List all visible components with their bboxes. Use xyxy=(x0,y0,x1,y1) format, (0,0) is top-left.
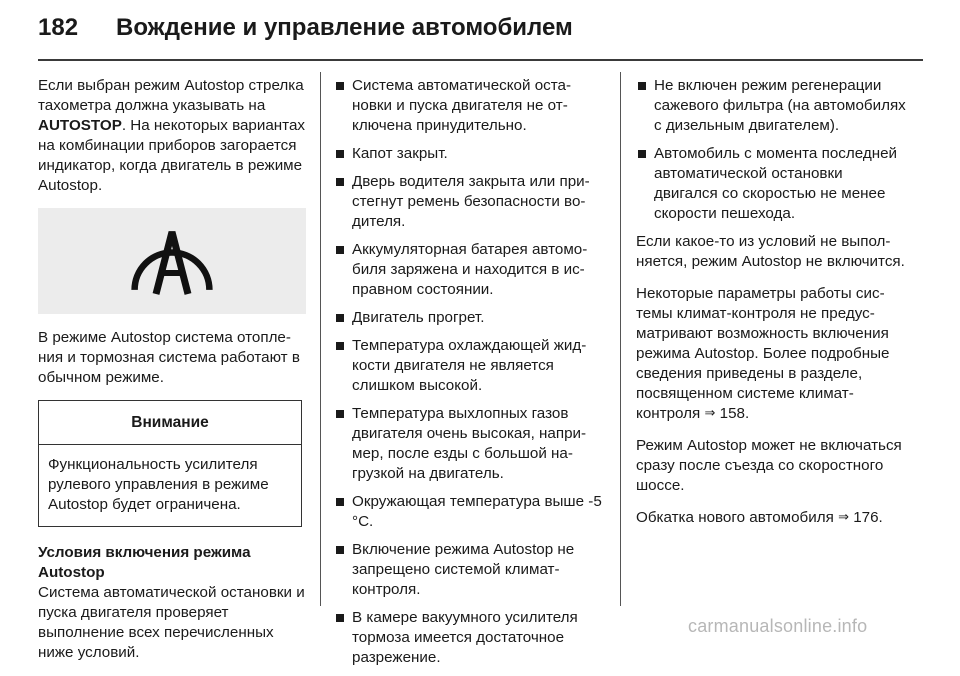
conditions-paragraph: Система автоматической остановки и пуска двигателя проверяет выполнение всех перечисленных ниже условий. xyxy=(38,584,305,661)
highway-paragraph: Режим Autostop может не включаться сразу после съезда со скоростного шоссе. xyxy=(636,437,902,494)
column-1 xyxy=(38,76,306,663)
list-item: Температура охлаждающей жидкости двигателя не является слишком высокой. xyxy=(334,336,604,396)
list-item: Дверь водителя закрыта или пристегнут ремень безопасности водителя. xyxy=(334,172,604,232)
conditions-subhead: Условия включения режима Autostop xyxy=(38,544,251,581)
list-item: Двигатель прогрет. xyxy=(334,308,604,328)
cross-reference-arrow-icon: ⇒ xyxy=(838,509,849,524)
list-item: Окружающая температура выше -5 °C. xyxy=(334,492,604,532)
conditions-list-continued xyxy=(636,76,908,224)
column-divider xyxy=(620,72,621,606)
watermark: carmanualsonline.info xyxy=(688,616,868,636)
list-item: Не включен режим регенерации сажевого фильтра (на автомобилях с дизельным двигателем). xyxy=(636,76,908,136)
climate-paragraph: Некоторые параметры работы системы климат-контроля не предусматривают возможность включения режима Autostop. Более подробные сведения приведены в разделе, посвященном системе климат-контроля ⇒ 158. xyxy=(636,285,890,422)
list-item: В камере вакуумного усилителя тормоза имеется достаточное разрежение. xyxy=(334,608,604,668)
list-item: Включение режима Autostop не запрещено системой климат-контроля. xyxy=(334,540,604,600)
list-item: Автомобиль с момента последней автоматической остановки двигался со скоростью не менее скорости пешехода. xyxy=(636,144,908,224)
page-title: Вождение и управление автомобилем xyxy=(116,14,573,41)
autostop-label: AUTOSTOP xyxy=(38,117,122,134)
conditions-list xyxy=(334,76,604,668)
list-item: Система автоматической остановки и пуска двигателя не отключена принудительно. xyxy=(334,76,604,136)
list-item: Аккумуляторная батарея автомобиля заряжена и находится в исправном состоянии. xyxy=(334,240,604,300)
header-rule xyxy=(38,59,923,61)
autostop-indicator-icon xyxy=(38,208,306,314)
column-2 xyxy=(334,76,604,676)
list-item: Капот закрыт. xyxy=(334,144,604,164)
notice-title: Внимание xyxy=(39,401,301,445)
list-item: Температура выхлопных газов двигателя очень высокая, например, после езды с большой нагрузкой на двигатель. xyxy=(334,404,604,484)
break-in-paragraph: Обкатка нового автомобиля ⇒ 176. xyxy=(636,509,883,526)
notice-box xyxy=(38,400,302,527)
page-number: 182 xyxy=(38,14,79,41)
page-reference[interactable]: 158. xyxy=(719,405,750,422)
heating-paragraph: В режиме Autostop система отопления и тормозная система работают в обычном режиме. xyxy=(38,329,300,386)
page-header xyxy=(38,0,923,62)
notice-body: Функциональность усилителя рулевого управления в режиме Autostop будет ограничена. xyxy=(48,456,269,513)
cross-reference-arrow-icon: ⇒ xyxy=(704,405,716,420)
column-3 xyxy=(636,76,908,540)
intro-paragraph: Если выбран режим Autostop стрелка тахометра должна указывать на AUTOSTOP. На некоторых вариантах на комбинации приборов загорается индикатор, когда двигатель в режиме Autostop. xyxy=(38,77,306,194)
page-reference[interactable]: 176. xyxy=(853,509,883,526)
column-divider xyxy=(320,72,321,606)
not-met-paragraph: Если какое-то из условий не выполняется, режим Autostop не включится. xyxy=(636,233,905,270)
